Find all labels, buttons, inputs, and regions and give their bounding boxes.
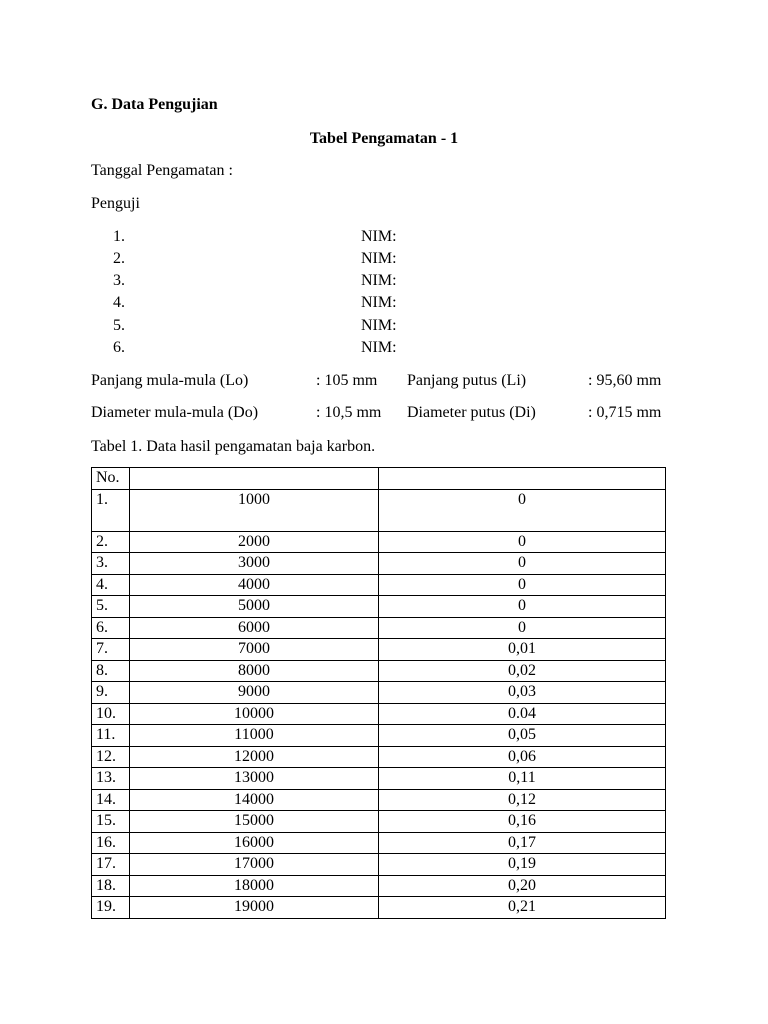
date-label: Tanggal Pengamatan : — [91, 162, 233, 179]
row-number: 16. — [92, 832, 130, 854]
row-number: 1. — [92, 489, 130, 531]
row-extension: 0 — [379, 596, 666, 618]
table-row — [92, 897, 666, 919]
row-number: 14. — [92, 789, 130, 811]
row-extension: 0 — [379, 617, 666, 639]
row-number: 15. — [92, 811, 130, 833]
row-extension: 0 — [379, 553, 666, 575]
table-header-row — [92, 468, 666, 490]
table-row — [92, 553, 666, 575]
row-load: 4000 — [130, 574, 379, 596]
row-extension: 0,21 — [379, 897, 666, 919]
row-extension: 0,02 — [379, 660, 666, 682]
row-number: 2. — [92, 531, 130, 553]
table-row — [92, 832, 666, 854]
row-load: 15000 — [130, 811, 379, 833]
header-load — [130, 468, 379, 490]
break-diameter-value: : 0,715 mm — [588, 404, 662, 421]
row-extension: 0 — [379, 489, 666, 531]
initial-length-label: Panjang mula-mula (Lo) — [91, 372, 249, 389]
table-caption: Tabel 1. Data hasil pengamatan baja karbon. — [91, 438, 376, 455]
table-row — [92, 789, 666, 811]
row-extension: 0,03 — [379, 682, 666, 704]
row-extension: 0 — [379, 574, 666, 596]
table-row — [92, 725, 666, 747]
row-extension: 0,06 — [379, 746, 666, 768]
tester-number: 2. — [113, 250, 125, 267]
row-number: 3. — [92, 553, 130, 575]
tester-nim: NIM: — [361, 250, 397, 267]
tester-number: 6. — [113, 339, 125, 356]
tester-nim: NIM: — [361, 294, 397, 311]
row-load: 18000 — [130, 875, 379, 897]
tester-label: Penguji — [91, 195, 140, 212]
row-load: 9000 — [130, 682, 379, 704]
row-load: 12000 — [130, 746, 379, 768]
table-row — [92, 660, 666, 682]
break-length-value: : 95,60 mm — [588, 372, 662, 389]
table-row — [92, 682, 666, 704]
row-extension: 0.04 — [379, 703, 666, 725]
table-row — [92, 703, 666, 725]
tester-number: 5. — [113, 317, 125, 334]
header-no: No. — [92, 468, 130, 490]
row-extension: 0,01 — [379, 639, 666, 661]
row-extension: 0,20 — [379, 875, 666, 897]
initial-diameter-label: Diameter mula-mula (Do) — [91, 404, 259, 421]
table-row — [92, 531, 666, 553]
table-row — [92, 811, 666, 833]
table-row — [92, 639, 666, 661]
header-extension — [379, 468, 666, 490]
row-number: 4. — [92, 574, 130, 596]
row-number: 10. — [92, 703, 130, 725]
tester-number: 4. — [113, 294, 125, 311]
row-extension: 0,19 — [379, 854, 666, 876]
row-number: 19. — [92, 897, 130, 919]
row-load: 6000 — [130, 617, 379, 639]
tester-nim: NIM: — [361, 272, 397, 289]
row-load: 7000 — [130, 639, 379, 661]
table-row — [92, 617, 666, 639]
row-number: 7. — [92, 639, 130, 661]
row-number: 11. — [92, 725, 130, 747]
tester-number: 3. — [113, 272, 125, 289]
row-number: 9. — [92, 682, 130, 704]
row-load: 8000 — [130, 660, 379, 682]
table-row — [92, 875, 666, 897]
row-load: 11000 — [130, 725, 379, 747]
row-extension: 0,17 — [379, 832, 666, 854]
row-number: 6. — [92, 617, 130, 639]
row-load: 10000 — [130, 703, 379, 725]
row-load: 5000 — [130, 596, 379, 618]
row-extension: 0,05 — [379, 725, 666, 747]
table-row — [92, 746, 666, 768]
initial-length-value: : 105 mm — [316, 372, 378, 389]
tester-nim: NIM: — [361, 339, 397, 356]
row-load: 19000 — [130, 897, 379, 919]
tester-nim: NIM: — [361, 317, 397, 334]
table-heading: Tabel Pengamatan - 1 — [309, 130, 459, 147]
tester-nim: NIM: — [361, 228, 397, 245]
row-load: 3000 — [130, 553, 379, 575]
row-load: 13000 — [130, 768, 379, 790]
row-load: 17000 — [130, 854, 379, 876]
row-number: 17. — [92, 854, 130, 876]
row-number: 8. — [92, 660, 130, 682]
row-number: 18. — [92, 875, 130, 897]
table-row — [92, 574, 666, 596]
row-extension: 0 — [379, 531, 666, 553]
table-row — [92, 489, 666, 531]
initial-diameter-value: : 10,5 mm — [316, 404, 382, 421]
row-number: 5. — [92, 596, 130, 618]
table-row — [92, 854, 666, 876]
row-number: 12. — [92, 746, 130, 768]
row-number: 13. — [92, 768, 130, 790]
row-load: 2000 — [130, 531, 379, 553]
row-load: 16000 — [130, 832, 379, 854]
row-load: 1000 — [130, 489, 379, 531]
break-length-label: Panjang putus (Li) — [407, 372, 527, 389]
break-diameter-label: Diameter putus (Di) — [407, 404, 536, 421]
table-row — [92, 768, 666, 790]
row-extension: 0,11 — [379, 768, 666, 790]
tester-number: 1. — [113, 228, 125, 245]
row-extension: 0,12 — [379, 789, 666, 811]
section-title: G. Data Pengujian — [91, 96, 218, 113]
row-load: 14000 — [130, 789, 379, 811]
row-extension: 0,16 — [379, 811, 666, 833]
observation-table — [91, 467, 666, 919]
table-row — [92, 596, 666, 618]
